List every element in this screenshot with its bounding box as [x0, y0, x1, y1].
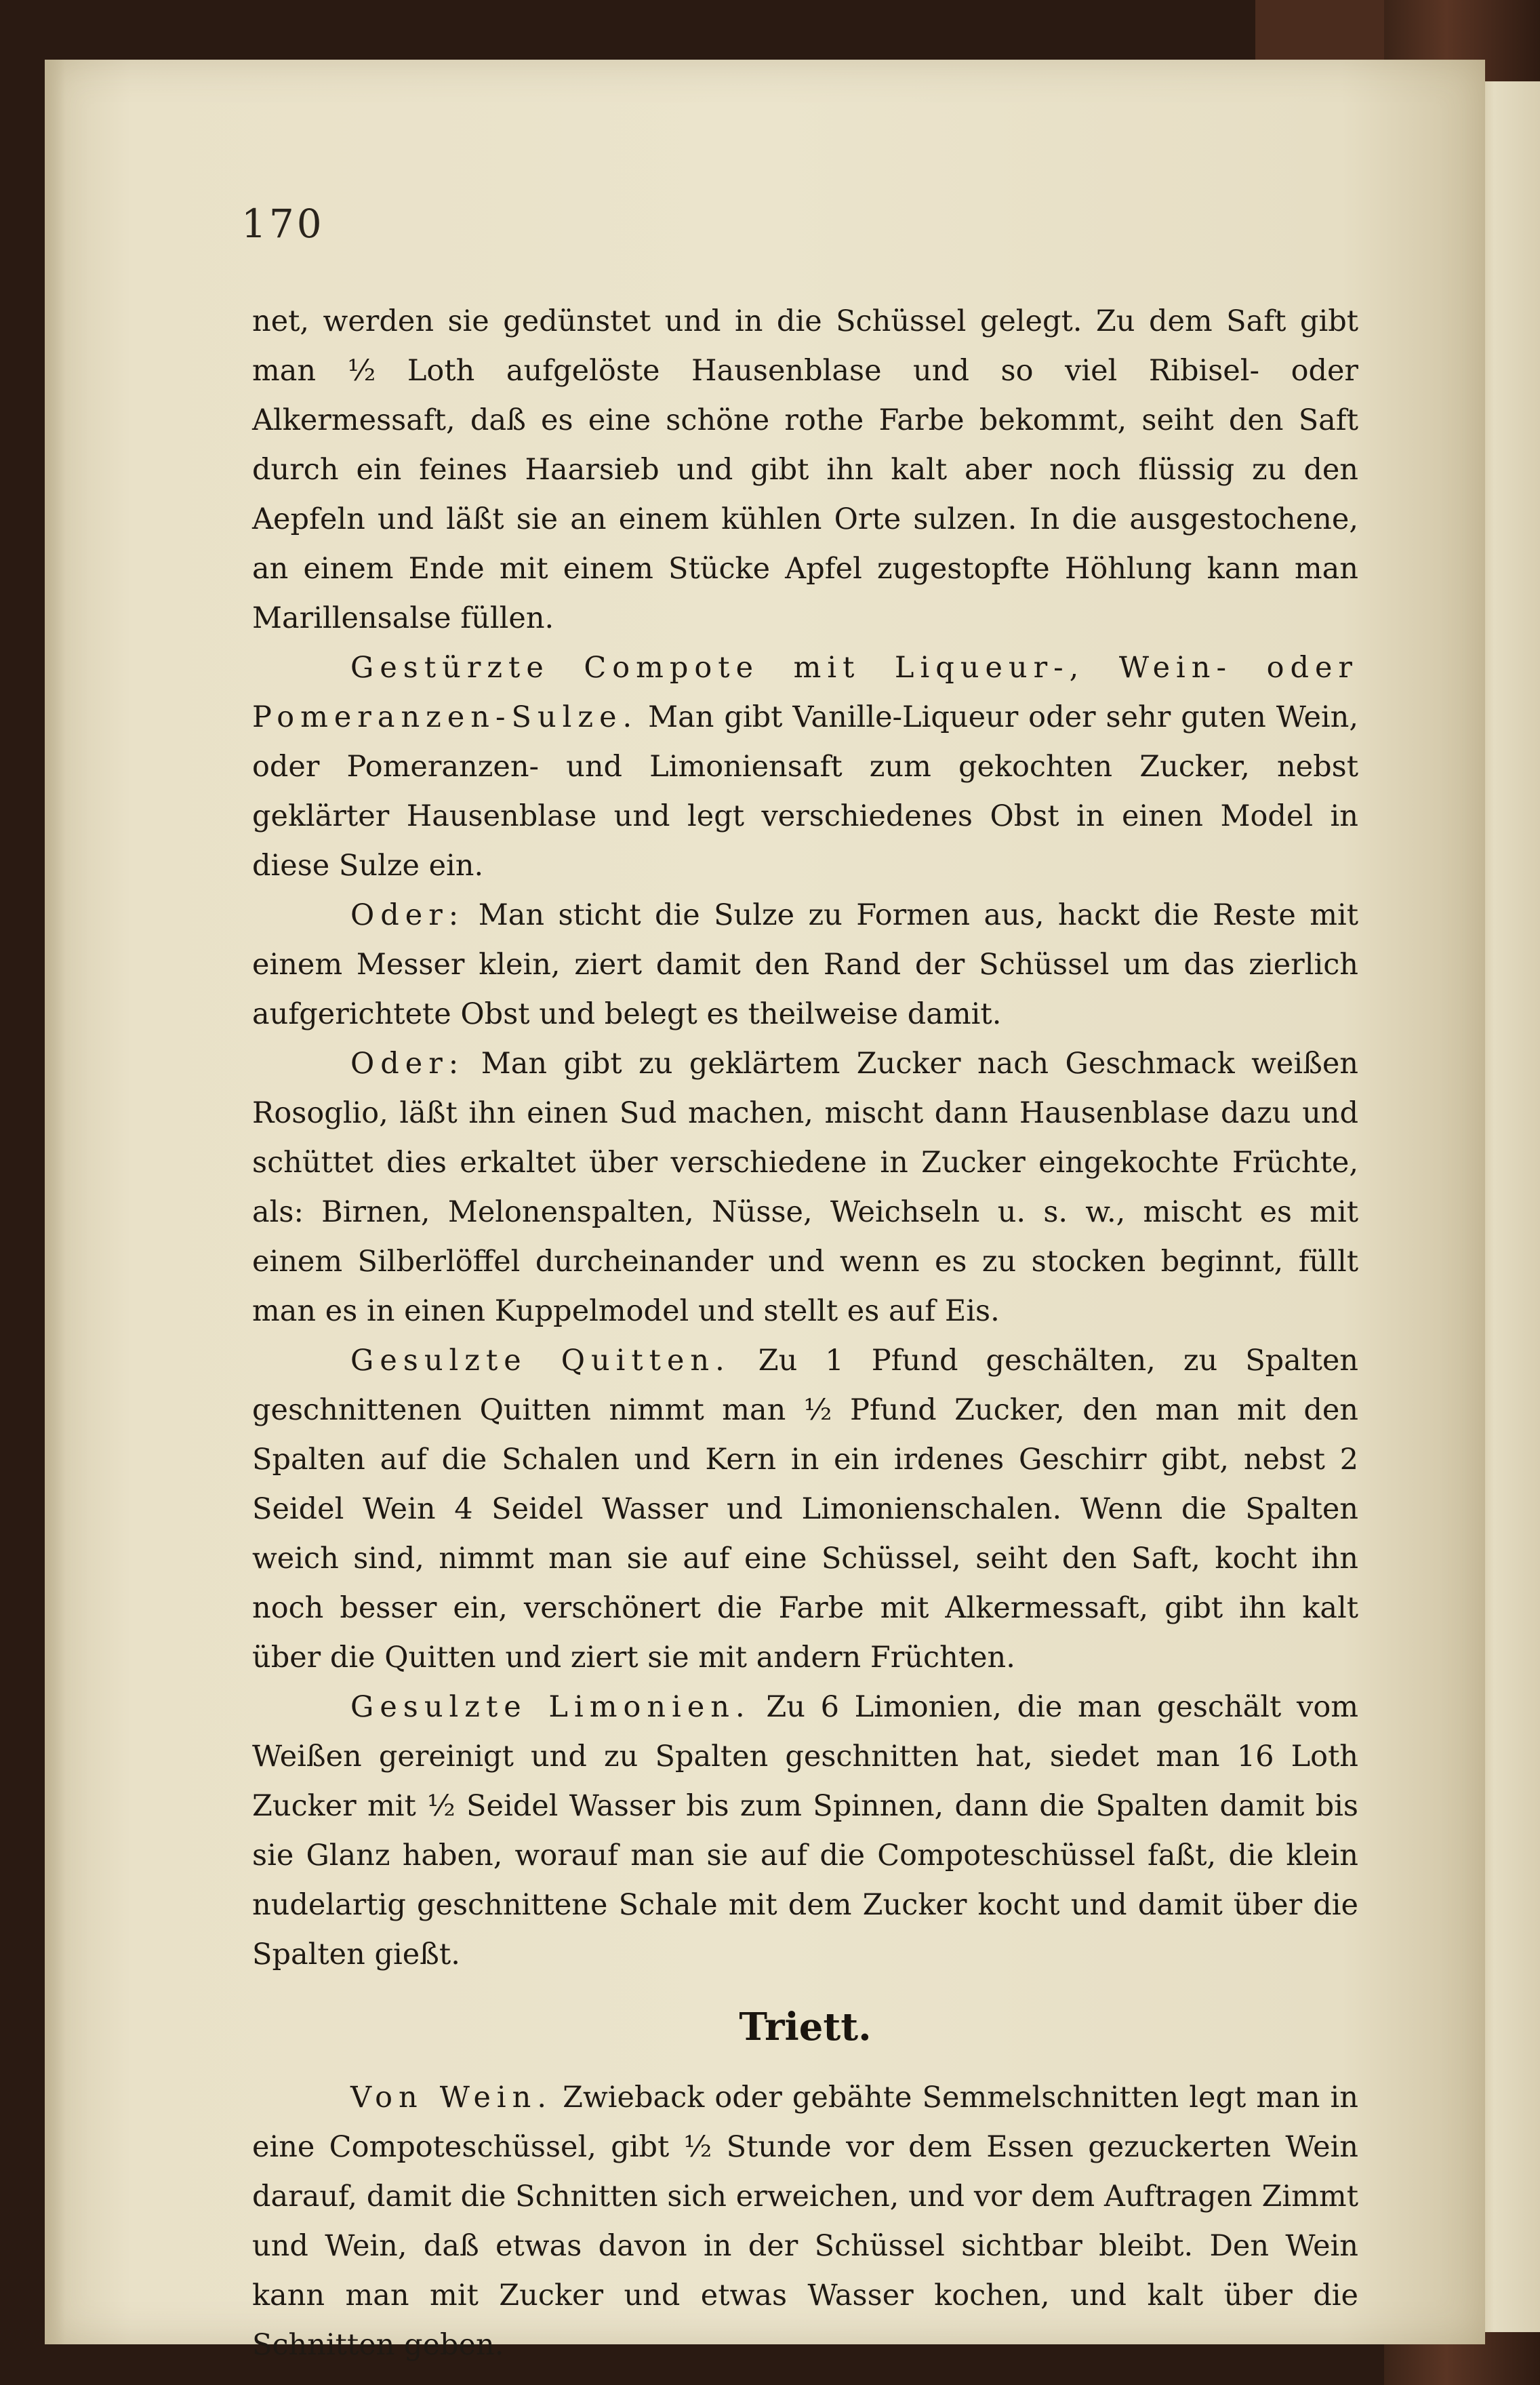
recipe-text: Man gibt zu geklärtem Zucker nach Geschmack weißen Rosoglio, läßt ihn einen Sud machen, mischt dann Hausenblase dazu und schüttet dies erkaltet über verschiedene in Zucker eingekochte Früchte, als: Birnen, Melonenspalten, Nüsse, Weichseln u. s. w., mischt es mit einem Silberlöffel durcheinander und wenn es zu stocken beginnt, füllt man es in einen Kuppelmodel und stellt es auf Eis. — [252, 1047, 1358, 1328]
recipe-heading: Von Wein. — [350, 2081, 553, 2115]
paragraph-continuation — [252, 297, 1358, 643]
recipe-heading: Oder: — [350, 898, 465, 932]
page-body — [252, 297, 1358, 2370]
recipe-text: Man sticht die Sulze zu Formen aus, hackt die Reste mit einem Messer klein, ziert damit den Rand der Schüssel um das zierlich aufgerichtete Obst und belegt es theilweise damit. — [252, 898, 1359, 1031]
page-number: 170 — [241, 201, 325, 247]
recipe-paragraph — [252, 1039, 1358, 1336]
recipe-paragraph — [252, 1336, 1358, 1683]
recipe-paragraph — [252, 2073, 1358, 2370]
paragraph-text: net, werden sie gedünstet und in die Schüssel gelegt. Zu dem Saft gibt man ½ Loth aufgelöste Hausenblase und so viel Ribisel- oder Alkermessaft, daß es eine schöne rothe Farbe bekommt, seiht den Saft durch ein feines Haarsieb und gibt ihn kalt aber noch flüssig zu den Aepfeln und läßt sie an einem kühlen Orte sulzen. In die ausgestochene, an einem Ende mit einem Stücke Apfel zugestopfte Höhlung kann man Marillensalse füllen. — [252, 304, 1358, 635]
recipe-paragraph — [252, 891, 1358, 1039]
recipe-heading: Gesulzte Limonien. — [350, 1690, 751, 1724]
recipe-heading: Gesulzte Quitten. — [350, 1344, 731, 1378]
recipe-heading: Gestürzte Compote mit Liqueur-, Wein- oder Pomeranzen-Sulze. — [252, 651, 1358, 734]
recipe-paragraph — [252, 643, 1358, 891]
recipe-text: Zwieback oder gebähte Semmelschnitten legt man in eine Compoteschüssel, gibt ½ Stunde vor dem Essen gezuckerten Wein darauf, damit die Schnitten sich erweichen, und vor dem Auftragen Zimmt und Wein, daß etwas davon in der Schüssel sichtbar bleibt. Den Wein kann man mit Zucker und etwas Wasser kochen, und kalt über die Schnitten geben. — [252, 2081, 1358, 2362]
recipe-paragraph — [252, 1683, 1358, 1980]
recipe-text: Zu 6 Limonien, die man geschält vom Weißen gereinigt und zu Spalten geschnitten hat, siedet man 16 Loth Zucker mit ½ Seidel Wasser bis zum Spinnen, dann die Spalten damit bis sie Glanz haben, worauf man sie auf die Compoteschüssel faßt, die klein nudelartig geschnittene Schale mit dem Zucker kocht und damit über die Spalten gießt. — [252, 1690, 1359, 1971]
recipe-text: Zu 1 Pfund geschälten, zu Spalten geschnittenen Quitten nimmt man ½ Pfund Zucker, den man mit den Spalten auf die Schalen und Kern in ein irdenes Geschirr gibt, nebst 2 Seidel Wein 4 Seidel Wasser und Limonienschalen. Wenn die Spalten weich sind, nimmt man sie auf eine Schüssel, seiht den Saft, kocht ihn noch besser ein, verschönert die Farbe mit Alkermessaft, gibt ihn kalt über die Quitten und ziert sie mit andern Früchten. — [252, 1344, 1358, 1675]
recipe-heading: Oder: — [350, 1047, 465, 1081]
recipe-text: Man gibt Vanille-Liqueur oder sehr guten Wein, oder Pomeranzen- und Limoniensaft zum gekochten Zucker, nebst geklärter Hausenblase und legt verschiedenes Obst in einen Model in diese Sulze ein. — [252, 700, 1359, 883]
section-title: Triett. — [739, 2005, 872, 2049]
page-gutter-shadow — [45, 60, 65, 2344]
